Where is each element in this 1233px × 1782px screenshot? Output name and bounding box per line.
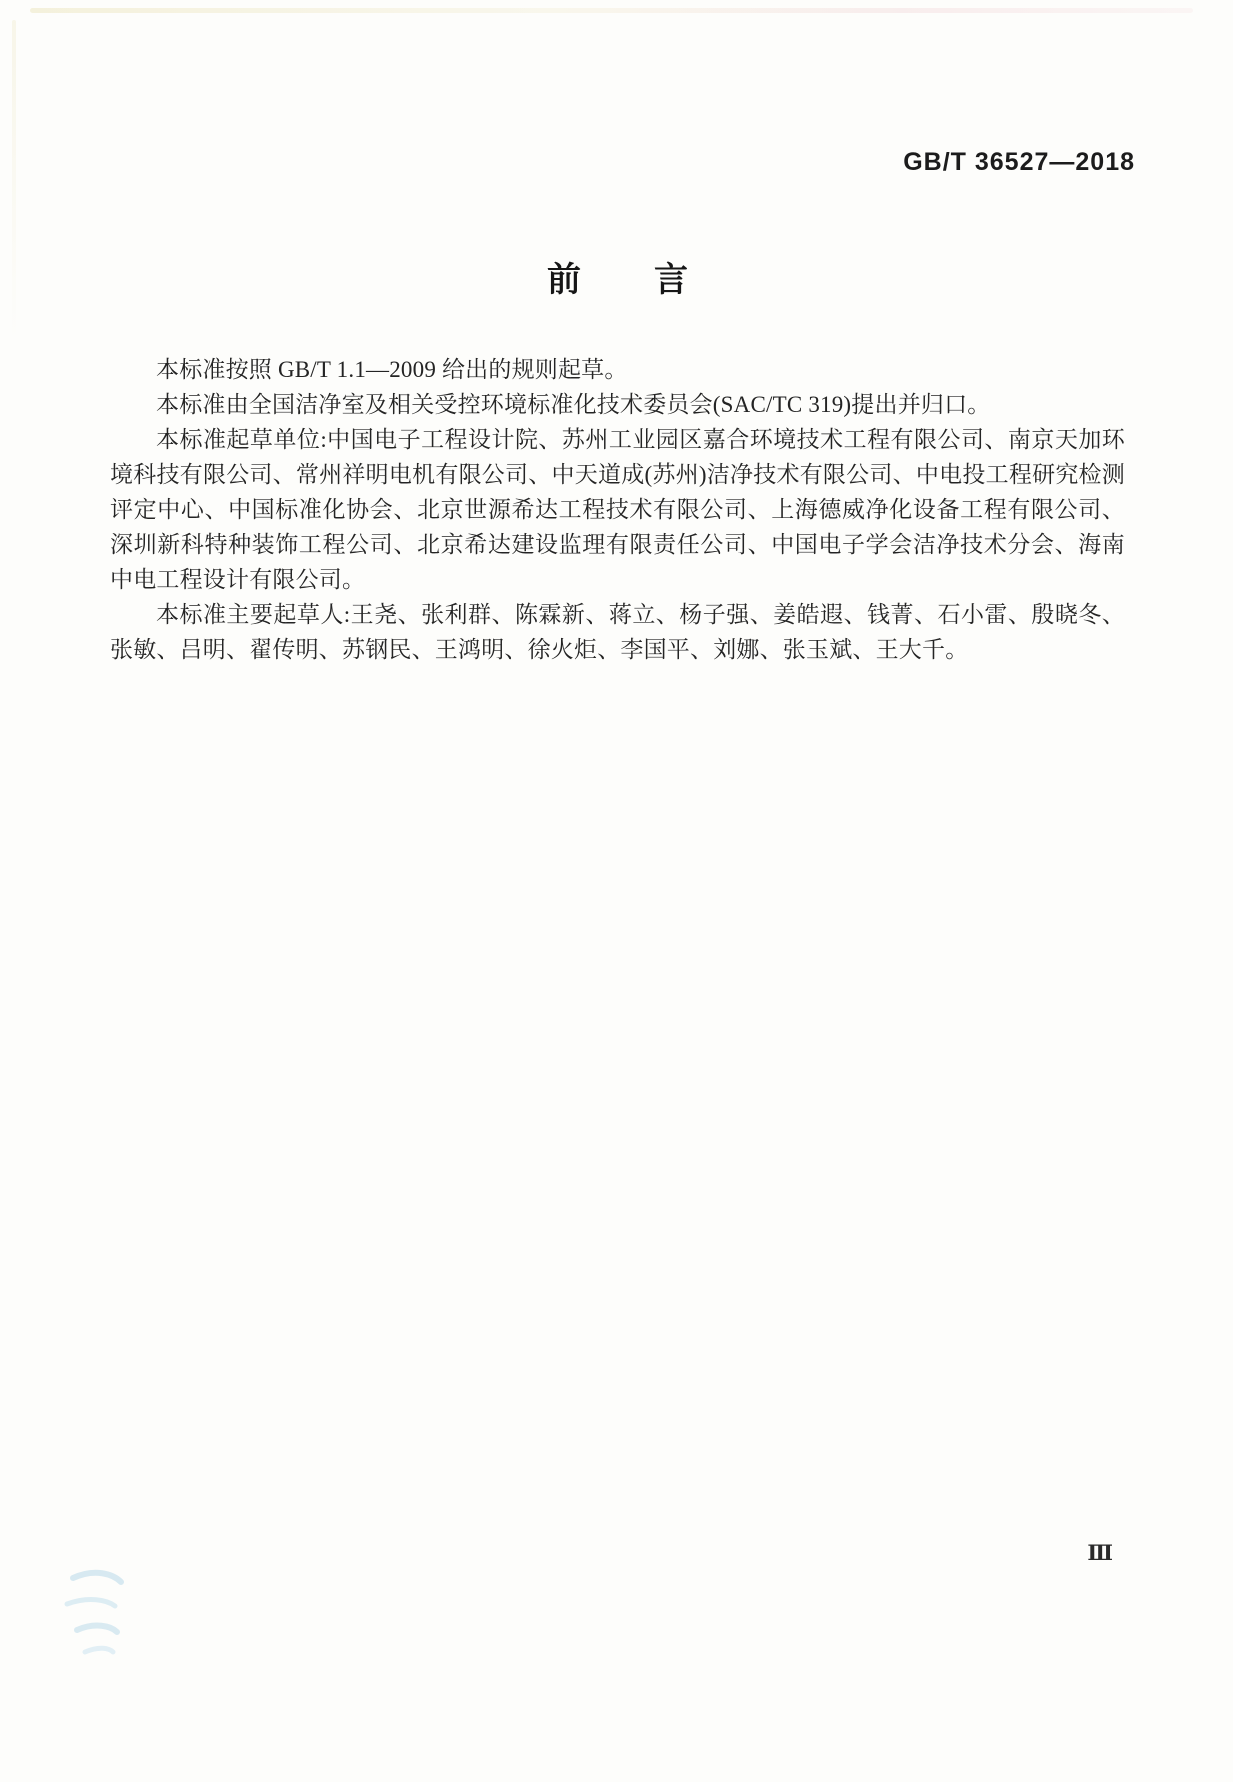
page-title: 前言 bbox=[546, 261, 762, 299]
foreword-body bbox=[110, 352, 1125, 667]
scan-edge-artifact-left bbox=[12, 20, 16, 340]
standard-number: GB/T 36527—2018 bbox=[903, 148, 1135, 176]
paragraph-main-drafters: 本标准主要起草人:王尧、张利群、陈霖新、蒋立、杨子强、姜皓遐、钱菁、石小雷、殷晓冬、张敏、吕明、翟传明、苏钢民、王鸿明、徐火炬、李国平、刘娜、张玉斌、王大千。 bbox=[110, 602, 1125, 662]
paragraph-drafting-organizations: 本标准起草单位:中国电子工程设计院、苏州工业园区嘉合环境技术工程有限公司、南京天加环境科技有限公司、常州祥明电机有限公司、中天道成(苏州)洁净技术有限公司、中电投工程研究检测评定中心、中国标准化协会、北京世源希达工程技术有限公司、上海德威净化设备工程有限公司、深圳新科特种装饰工程公司、北京希达建设监理有限责任公司、中国电子学会洁净技术分会、海南中电工程设计有限公司。 bbox=[110, 427, 1125, 592]
paragraph-drafting-rule: 本标准按照 GB/T 1.1—2009 给出的规则起草。 bbox=[156, 357, 628, 382]
scan-edge-artifact-top bbox=[30, 8, 1193, 13]
page-number: Ⅲ bbox=[1087, 1541, 1113, 1565]
paragraph-proposing-committee: 本标准由全国洁净室及相关受控环境标准化技术委员会(SAC/TC 319)提出并归口。 bbox=[156, 392, 991, 417]
watermark-stamp-remnant bbox=[55, 1560, 175, 1670]
